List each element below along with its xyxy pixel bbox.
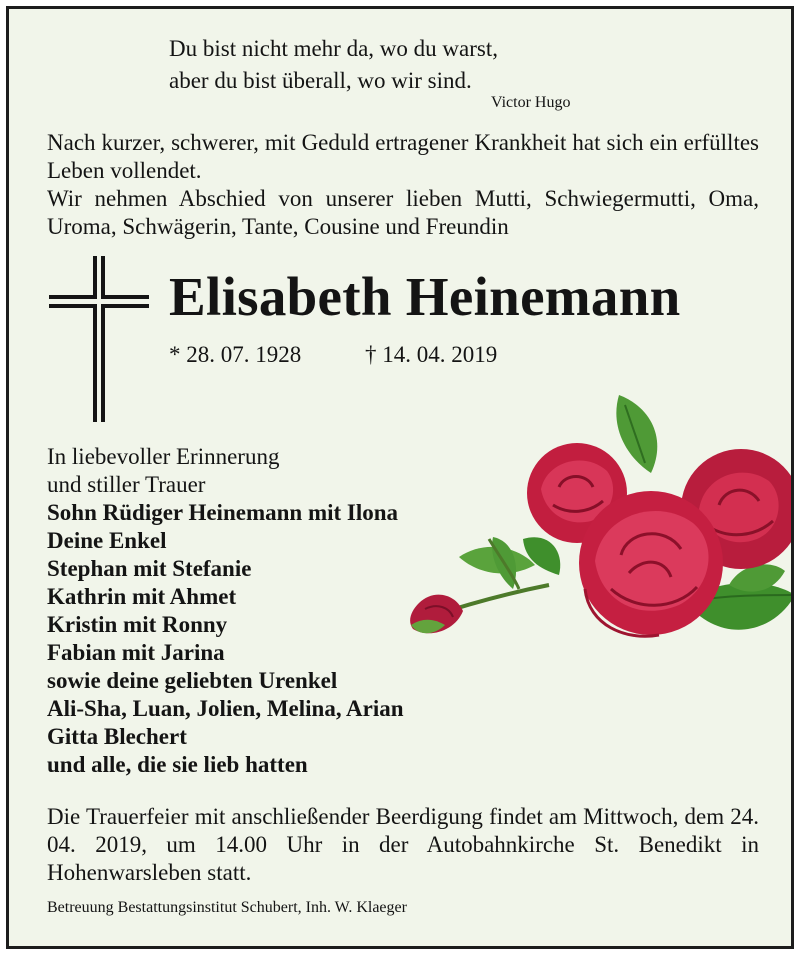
mourner-line: Kristin mit Ronny	[47, 612, 228, 637]
mourner-line: Fabian mit Jarina	[47, 640, 225, 665]
mourner-line: und alle, die sie lieb hatten	[47, 752, 308, 777]
quote-author: Victor Hugo	[491, 94, 571, 111]
funeral-details: Die Trauerfeier mit anschließender Beerdigung findet am Mittwoch, dem 24. 04. 2019, um 14.00 Uhr in der Autobahnkirche St. Benedikt in Hohenwarsleben statt.	[47, 804, 759, 885]
life-dates	[169, 342, 497, 368]
roses-image	[389, 389, 794, 659]
death-date: † 14. 04. 2019	[365, 342, 498, 367]
mourners-list	[47, 443, 404, 779]
funeral-home-credit: Betreuung Bestattungsinstitut Schubert, Inh. W. Klaeger	[47, 899, 407, 916]
quote	[169, 33, 498, 97]
obituary-notice	[6, 6, 794, 949]
mourner-line: Gitta Blechert	[47, 724, 187, 749]
mourner-line: Sohn Rüdiger Heinemann mit Ilona	[47, 500, 399, 525]
intro-paragraph-2: Wir nehmen Abschied von unserer lieben Mutti, Schwiegermutti, Oma, Uroma, Schwägerin, Tante, Cousine und Freundin	[47, 186, 759, 239]
cross-icon	[49, 254, 149, 424]
mourner-line: Stephan mit Stefanie	[47, 556, 252, 581]
mourner-line: Deine Enkel	[47, 528, 167, 553]
deceased-name: Elisabeth Heinemann	[169, 266, 681, 327]
mourner-line: Kathrin mit Ahmet	[47, 584, 237, 609]
mourners-intro-line-2: und stiller Trauer	[47, 472, 206, 497]
intro-text	[47, 129, 759, 241]
mourner-line: sowie deine geliebten Urenkel	[47, 668, 338, 693]
quote-line-2: aber du bist überall, wo wir sind.	[169, 68, 472, 93]
mourner-line: Ali-Sha, Luan, Jolien, Melina, Arian	[47, 696, 404, 721]
mourners-intro-line-1: In liebevoller Erinnerung	[47, 444, 280, 469]
intro-paragraph-1: Nach kurzer, schwerer, mit Geduld ertragener Krankheit hat sich ein erfülltes Leben vollendet.	[47, 130, 759, 183]
birth-date: * 28. 07. 1928	[169, 342, 302, 367]
quote-line-1: Du bist nicht mehr da, wo du warst,	[169, 36, 498, 61]
